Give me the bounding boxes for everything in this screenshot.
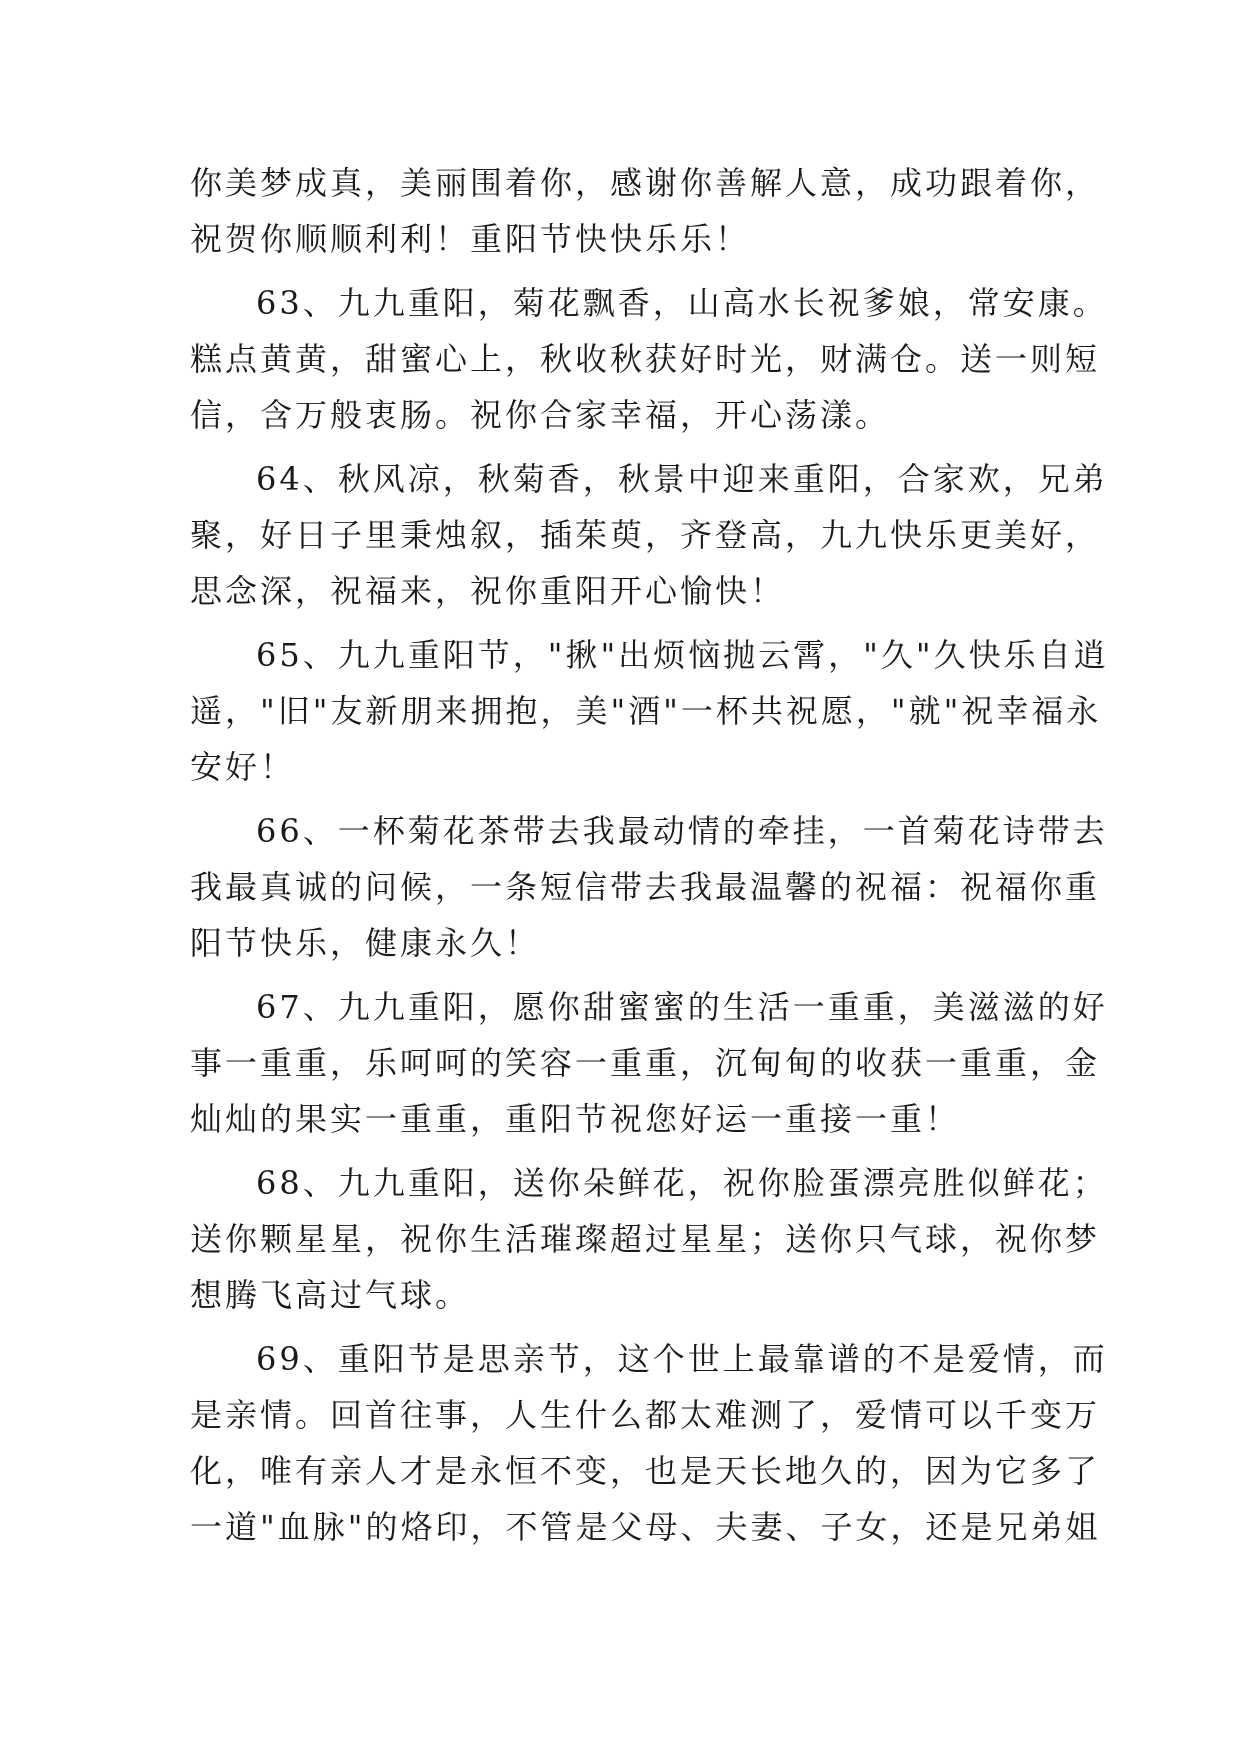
paragraph-gap bbox=[190, 795, 1065, 803]
text-line: 想腾飞高过气球。 bbox=[190, 1276, 471, 1314]
paragraph-gap bbox=[190, 619, 1065, 627]
text-line: 是亲情。回首往事，人生什么都太难测了，爱情可以千变万 bbox=[190, 1396, 1101, 1434]
text-line: 聚，好日子里秉烛叙，插茱萸，齐登高，九九快乐更美好， bbox=[190, 516, 1101, 554]
paragraph-68 bbox=[190, 1155, 1108, 1323]
text-line: 祝贺你顺顺利利！重阳节快快乐乐！ bbox=[190, 220, 751, 258]
text-line: 68、九九重阳，送你朵鲜花，祝你脸蛋漂亮胜似鲜花； bbox=[256, 1164, 1108, 1202]
text-line: 安好！ bbox=[190, 748, 296, 786]
text-line: 65、九九重阳节，"揪"出烦恼抛云霄，"久"久快乐自逍 bbox=[256, 636, 1109, 674]
text-line: 64、秋风凉，秋菊香，秋景中迎来重阳，合家欢，兄弟 bbox=[256, 460, 1108, 498]
text-line: 我最真诚的问候，一条短信带去我最温馨的祝福：祝福你重 bbox=[190, 868, 1101, 906]
paragraph-67 bbox=[190, 979, 1108, 1147]
paragraph-continued bbox=[190, 155, 1101, 267]
text-line: 67、九九重阳，愿你甜蜜蜜的生活一重重，美滋滋的好 bbox=[256, 988, 1108, 1026]
text-line: 送你颗星星，祝你生活璀璨超过星星；送你只气球，祝你梦 bbox=[190, 1220, 1101, 1258]
text-line: 一道"血脉"的烙印，不管是父母、夫妻、子女，还是兄弟姐 bbox=[190, 1508, 1101, 1546]
text-line: 灿灿的果实一重重，重阳节祝您好运一重接一重！ bbox=[190, 1100, 961, 1138]
paragraph-69 bbox=[190, 1331, 1108, 1555]
text-line: 信，含万般衷肠。祝你合家幸福，开心荡漾。 bbox=[190, 396, 891, 434]
paragraph-gap bbox=[190, 1147, 1065, 1155]
text-line: 你美梦成真，美丽围着你，感谢你善解人意，成功跟着你， bbox=[190, 164, 1101, 202]
text-line: 糕点黄黄，甜蜜心上，秋收秋获好时光，财满仓。送一则短 bbox=[190, 340, 1101, 378]
paragraph-63 bbox=[190, 275, 1108, 443]
document-body bbox=[190, 155, 1109, 1555]
text-line: 69、重阳节是思亲节，这个世上最靠谱的不是爱情，而 bbox=[256, 1340, 1108, 1378]
paragraph-65 bbox=[190, 627, 1109, 795]
text-line: 遥，"旧"友新朋来拥抱，美"酒"一杯共祝愿，"就"祝幸福永 bbox=[190, 692, 1102, 730]
text-line: 66、一杯菊花茶带去我最动情的牵挂，一首菊花诗带去 bbox=[256, 812, 1108, 850]
paragraph-64 bbox=[190, 451, 1108, 619]
text-line: 事一重重，乐呵呵的笑容一重重，沉甸甸的收获一重重，金 bbox=[190, 1044, 1101, 1082]
text-line: 63、九九重阳，菊花飘香，山高水长祝爹娘，常安康。 bbox=[256, 284, 1108, 322]
paragraph-gap bbox=[190, 971, 1065, 979]
paragraph-gap bbox=[190, 1323, 1065, 1331]
text-line: 化，唯有亲人才是永恒不变，也是天长地久的，因为它多了 bbox=[190, 1452, 1101, 1490]
paragraph-gap bbox=[190, 267, 1065, 275]
paragraph-66 bbox=[190, 803, 1108, 971]
text-line: 阳节快乐，健康永久！ bbox=[190, 924, 541, 962]
paragraph-gap bbox=[190, 443, 1065, 451]
text-line: 思念深，祝福来，祝你重阳开心愉快！ bbox=[190, 572, 786, 610]
